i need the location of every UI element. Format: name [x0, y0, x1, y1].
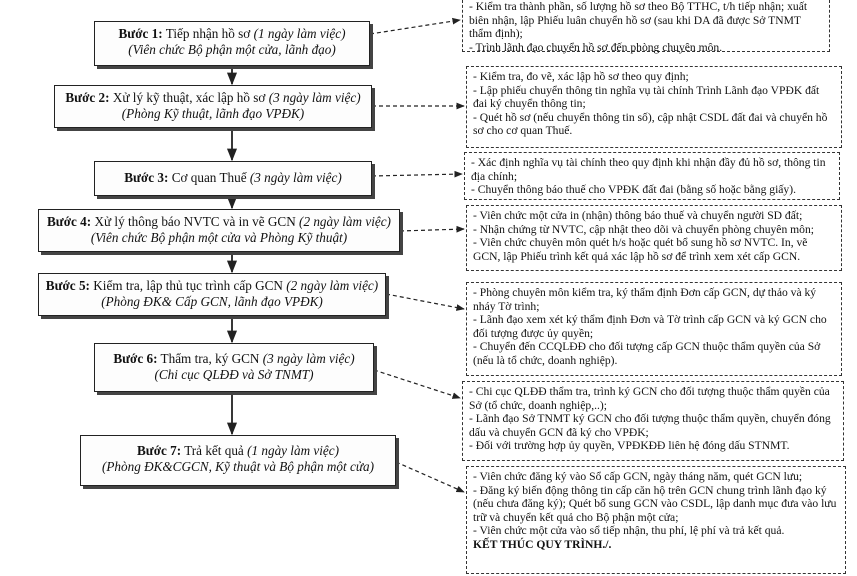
note-connector-4 — [400, 229, 464, 231]
note-5-line-1: - Phòng chuyên môn kiểm tra, ký thẩm định Đơn cấp GCN, dự thảo và ký nháy Tờ trình; — [473, 286, 817, 313]
step-6-box — [94, 343, 374, 392]
note-connector-1 — [370, 20, 460, 34]
step-4-sub: (Viên chức Bộ phận một cửa và Phòng Kỹ thuật) — [90, 230, 348, 245]
step-1-duration: (1 ngày làm việc) — [253, 26, 346, 41]
step-7-sub: (Phòng ĐK&CGCN, Kỹ thuật và Bộ phận một cửa) — [101, 459, 375, 474]
note-6-line-3: - Đối với trường hợp ủy quyền, VPĐKĐĐ liên hệ đóng dấu STNMT. — [469, 439, 790, 453]
note-7-line-1: - Viên chức đăng ký vào Sổ cấp GCN, ngày tháng năm, quét GCN lưu; — [473, 470, 803, 483]
note-6-line-2: - Lãnh đạo Sở TNMT ký GCN cho đối tượng thuộc thẩm quyền, chuyển đóng dấu và chuyển GCN đã ký cho VPĐK; — [469, 412, 831, 439]
note-step-5 — [466, 282, 842, 376]
step-3-duration: (3 ngày làm việc) — [249, 170, 342, 185]
note-1-line-2: - Trình lãnh đạo chuyển hồ sơ đến phòng chuyên môn. — [469, 40, 723, 54]
note-4-line-1: - Viên chức một cửa in (nhận) thông báo thuế và chuyển người SD đất; — [473, 209, 803, 222]
step-7-duration: (1 ngày làm việc) — [247, 443, 340, 458]
step-1-name: Tiếp nhận hồ sơ — [165, 26, 251, 41]
step-7-label: Bước 7: — [136, 443, 182, 458]
note-7-end-text: KẾT THÚC QUY TRÌNH./. — [473, 537, 612, 551]
step-6-sub: (Chi cục QLĐĐ và Sở TNMT) — [154, 367, 314, 382]
note-step-2 — [466, 66, 842, 148]
step-6-name: Thẩm tra, ký GCN — [160, 351, 260, 366]
note-4-line-2: - Nhận chứng từ NVTC, cập nhật theo dõi và chuyển phòng chuyên môn; — [473, 222, 814, 236]
note-1-line-1: - Kiểm tra thành phần, số lượng hồ sơ theo Bộ TTHC, t/h tiếp nhận; xuất biên nhận, lập Phiếu luân chuyển hồ sơ (sau khi DA đã được Sở TNMT thẩm định); — [469, 0, 808, 41]
step-2-name: Xử lý kỹ thuật, xác lập hồ sơ — [112, 90, 266, 105]
step-4-label: Bước 4: — [47, 214, 92, 229]
note-step-3 — [464, 152, 840, 200]
step-1-label: Bước 1: — [118, 26, 163, 41]
note-5-line-3: - Chuyển đến CCQLĐĐ cho đối tượng cấp GCN thuộc thẩm quyền của Sở (nếu là tổ chức, doanh nghiệp). — [473, 340, 821, 367]
step-7-name: Trả kết quả — [184, 443, 244, 458]
note-connector-7 — [396, 462, 464, 492]
step-1-sub: (Viên chức Bộ phận một cửa, lãnh đạo) — [128, 42, 336, 57]
note-7-line-2: - Đăng ký biến động thông tin cấp căn hộ trên GCN chung trình lãnh đạo ký (nếu chưa đăng ký); Quét bổ sung GCN vào CSDL, lập danh mục đưa vào lưu trữ và chuyển kết quả cho Bộ phận một cửa; — [473, 483, 837, 524]
step-7-box — [80, 435, 396, 486]
step-2-duration: (3 ngày làm việc) — [268, 90, 361, 105]
step-1-box — [94, 21, 370, 66]
note-connector-6 — [374, 370, 460, 398]
step-6-duration: (3 ngày làm việc) — [262, 351, 355, 366]
note-step-7 — [466, 466, 846, 574]
step-2-sub: (Phòng Kỹ thuật, lãnh đạo VPĐK) — [121, 106, 305, 121]
step-6-label: Bước 6: — [113, 351, 158, 366]
note-connector-5 — [386, 294, 464, 309]
note-step-1 — [462, 0, 830, 52]
step-5-box — [38, 273, 386, 316]
step-5-sub: (Phòng ĐK& Cấp GCN, lãnh đạo VPĐK) — [101, 294, 323, 309]
note-4-line-3: - Viên chức chuyên môn quét h/s hoặc quét bổ sung hồ sơ NVTC. In, vẽ GCN, lập Phiếu trình kết quả xác lập hồ sơ để trình xem xét cấp GCN. — [473, 236, 808, 263]
step-4-name: Xử lý thông báo NVTC và in vẽ GCN — [94, 214, 296, 229]
step-3-name: Cơ quan Thuế — [171, 170, 247, 185]
note-step-6 — [462, 381, 844, 461]
note-6-line-1: - Chi cục QLĐĐ thẩm tra, trình ký GCN cho đối tượng thuộc thẩm quyền của Sở (tổ chức, doanh nghiệp,..); — [469, 385, 830, 412]
note-3-line-2: - Chuyển thông báo thuế cho VPĐK đất đai (bằng số hoặc bằng giấy). — [471, 183, 796, 197]
note-2-line-2: - Lập phiếu chuyển thông tin nghĩa vụ tài chính Trình Lãnh đạo VPĐK đất đai ký chuyển thông tin; — [473, 83, 820, 111]
step-4-duration: (2 ngày làm việc) — [299, 214, 391, 229]
note-5-line-2: - Lãnh đạo xem xét ký thẩm định Đơn và Tờ trình cấp GCN và ký GCN cho đối tượng được ủy quyền; — [473, 313, 827, 340]
step-3-label: Bước 3: — [124, 170, 169, 185]
step-5-name: Kiểm tra, lập thủ tục trình cấp GCN — [93, 278, 283, 293]
note-3-line-1: - Xác định nghĩa vụ tài chính theo quy định khi nhận đầy đủ hồ sơ, thông tin địa chính; — [471, 156, 826, 183]
step-4-box — [38, 209, 400, 252]
step-2-box — [54, 85, 372, 128]
note-2-line-1: - Kiểm tra, đo vẽ, xác lập hồ sơ theo quy định; — [473, 70, 689, 83]
step-3-box — [94, 161, 372, 196]
note-2-line-3: - Quét hồ sơ (nếu chuyển thông tin số), cập nhật CSDL đất đai và chuyển hồ sơ cho cơ quan Thuế. — [473, 110, 828, 138]
step-5-label: Bước 5: — [45, 278, 90, 293]
step-2-label: Bước 2: — [65, 90, 110, 105]
note-7-line-3: - Viên chức một cửa vào sổ tiếp nhận, thu phí, lệ phí và trả kết quả. — [473, 524, 785, 538]
note-connector-3 — [372, 174, 462, 176]
step-5-duration: (2 ngày làm việc) — [286, 278, 379, 293]
note-step-4 — [466, 205, 842, 271]
